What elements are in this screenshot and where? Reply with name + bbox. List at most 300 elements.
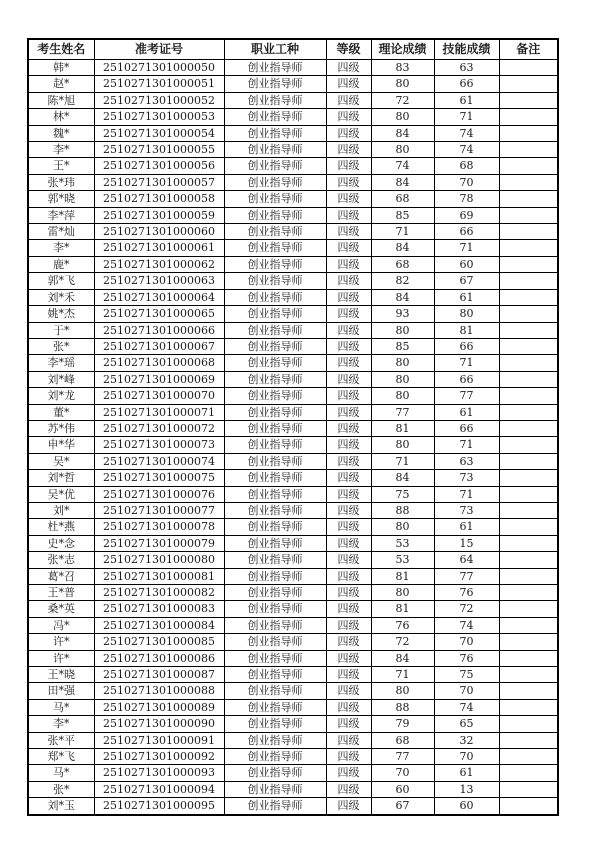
candidate-name-cell: 许* (28, 650, 94, 666)
level-cell: 四级 (326, 174, 371, 190)
remarks-cell (499, 158, 558, 174)
table-row (28, 338, 558, 354)
header-remarks: 备注 (499, 39, 558, 60)
candidate-name-cell: 申*华 (28, 437, 94, 453)
theory-score-cell: 80 (371, 355, 434, 371)
level-cell: 四级 (326, 683, 371, 699)
level-cell: 四级 (326, 699, 371, 715)
candidate-name-cell: 李* (28, 142, 94, 158)
ticket-number-cell: 2510271301000064 (94, 289, 224, 305)
level-cell: 四级 (326, 585, 371, 601)
ticket-number-cell: 2510271301000082 (94, 585, 224, 601)
remarks-cell (499, 535, 558, 551)
table-row (28, 142, 558, 158)
table-row (28, 798, 558, 815)
theory-score-cell: 80 (371, 437, 434, 453)
table-row (28, 453, 558, 469)
ticket-number-cell: 2510271301000055 (94, 142, 224, 158)
table-row (28, 240, 558, 256)
remarks-cell (499, 667, 558, 683)
level-cell: 四级 (326, 552, 371, 568)
remarks-cell (499, 453, 558, 469)
candidate-name-cell: 鹿* (28, 256, 94, 272)
occupation-cell: 创业指导师 (224, 388, 326, 404)
skill-score-cell: 32 (434, 732, 499, 748)
remarks-cell (499, 224, 558, 240)
skill-score-cell: 70 (434, 634, 499, 650)
ticket-number-cell: 2510271301000050 (94, 60, 224, 76)
table-row (28, 683, 558, 699)
occupation-cell: 创业指导师 (224, 585, 326, 601)
theory-score-cell: 93 (371, 306, 434, 322)
table-row (28, 420, 558, 436)
theory-score-cell: 72 (371, 634, 434, 650)
theory-score-cell: 85 (371, 207, 434, 223)
candidate-name-cell: 许* (28, 634, 94, 650)
skill-score-cell: 74 (434, 142, 499, 158)
remarks-cell (499, 519, 558, 535)
table-row (28, 716, 558, 732)
occupation-cell: 创业指导师 (224, 732, 326, 748)
occupation-cell: 创业指导师 (224, 109, 326, 125)
candidate-name-cell: 马* (28, 765, 94, 781)
skill-score-cell: 66 (434, 224, 499, 240)
table-row (28, 552, 558, 568)
remarks-cell (499, 92, 558, 108)
ticket-number-cell: 2510271301000061 (94, 240, 224, 256)
candidate-name-cell: 张*平 (28, 732, 94, 748)
candidate-name-cell: 张* (28, 338, 94, 354)
occupation-cell: 创业指导师 (224, 224, 326, 240)
remarks-cell (499, 502, 558, 518)
table-row (28, 174, 558, 190)
candidate-name-cell: 韩* (28, 60, 94, 76)
skill-score-cell: 71 (434, 355, 499, 371)
occupation-cell: 创业指导师 (224, 92, 326, 108)
remarks-cell (499, 420, 558, 436)
ticket-number-cell: 2510271301000069 (94, 371, 224, 387)
remarks-cell (499, 306, 558, 322)
level-cell: 四级 (326, 109, 371, 125)
occupation-cell: 创业指导师 (224, 749, 326, 765)
table-row (28, 781, 558, 797)
theory-score-cell: 71 (371, 224, 434, 240)
remarks-cell (499, 699, 558, 715)
skill-score-cell: 70 (434, 683, 499, 699)
remarks-cell (499, 355, 558, 371)
remarks-cell (499, 437, 558, 453)
theory-score-cell: 75 (371, 486, 434, 502)
level-cell: 四级 (326, 798, 371, 815)
table-row (28, 125, 558, 141)
remarks-cell (499, 109, 558, 125)
remarks-cell (499, 191, 558, 207)
header-level: 等级 (326, 39, 371, 60)
remarks-cell (499, 388, 558, 404)
skill-score-cell: 15 (434, 535, 499, 551)
table-row (28, 306, 558, 322)
table-row (28, 355, 558, 371)
candidate-name-cell: 王*普 (28, 585, 94, 601)
candidate-name-cell: 张* (28, 781, 94, 797)
ticket-number-cell: 2510271301000083 (94, 601, 224, 617)
theory-score-cell: 80 (371, 388, 434, 404)
candidate-name-cell: 雷*灿 (28, 224, 94, 240)
candidate-name-cell: 李*萍 (28, 207, 94, 223)
level-cell: 四级 (326, 207, 371, 223)
remarks-cell (499, 322, 558, 338)
table-row (28, 388, 558, 404)
candidate-name-cell: 刘*禾 (28, 289, 94, 305)
ticket-number-cell: 2510271301000093 (94, 765, 224, 781)
ticket-number-cell: 2510271301000087 (94, 667, 224, 683)
level-cell: 四级 (326, 289, 371, 305)
ticket-number-cell: 2510271301000053 (94, 109, 224, 125)
ticket-number-cell: 2510271301000094 (94, 781, 224, 797)
table-row (28, 470, 558, 486)
candidate-name-cell: 郭*飞 (28, 273, 94, 289)
skill-score-cell: 63 (434, 453, 499, 469)
ticket-number-cell: 2510271301000072 (94, 420, 224, 436)
skill-score-cell: 66 (434, 420, 499, 436)
level-cell: 四级 (326, 437, 371, 453)
level-cell: 四级 (326, 355, 371, 371)
skill-score-cell: 80 (434, 306, 499, 322)
remarks-cell (499, 617, 558, 633)
occupation-cell: 创业指导师 (224, 289, 326, 305)
occupation-cell: 创业指导师 (224, 798, 326, 815)
remarks-cell (499, 76, 558, 92)
table-row (28, 437, 558, 453)
remarks-cell (499, 601, 558, 617)
candidate-name-cell: 张*志 (28, 552, 94, 568)
table-row (28, 486, 558, 502)
theory-score-cell: 68 (371, 256, 434, 272)
table-row (28, 371, 558, 387)
skill-score-cell: 71 (434, 240, 499, 256)
candidate-name-cell: 桑*英 (28, 601, 94, 617)
theory-score-cell: 68 (371, 732, 434, 748)
theory-score-cell: 80 (371, 683, 434, 699)
level-cell: 四级 (326, 224, 371, 240)
candidate-name-cell: 吴* (28, 453, 94, 469)
skill-score-cell: 75 (434, 667, 499, 683)
level-cell: 四级 (326, 749, 371, 765)
occupation-cell: 创业指导师 (224, 470, 326, 486)
occupation-cell: 创业指导师 (224, 76, 326, 92)
table-row (28, 502, 558, 518)
theory-score-cell: 84 (371, 174, 434, 190)
occupation-cell: 创业指导师 (224, 60, 326, 76)
candidate-name-cell: 田*强 (28, 683, 94, 699)
theory-score-cell: 80 (371, 142, 434, 158)
candidate-name-cell: 刘*峰 (28, 371, 94, 387)
table-row (28, 207, 558, 223)
remarks-cell (499, 749, 558, 765)
level-cell: 四级 (326, 453, 371, 469)
occupation-cell: 创业指导师 (224, 273, 326, 289)
occupation-cell: 创业指导师 (224, 683, 326, 699)
skill-score-cell: 76 (434, 650, 499, 666)
remarks-cell (499, 404, 558, 420)
occupation-cell: 创业指导师 (224, 716, 326, 732)
header-candidate-name: 考生姓名 (28, 39, 94, 60)
remarks-cell (499, 732, 558, 748)
level-cell: 四级 (326, 732, 371, 748)
remarks-cell (499, 486, 558, 502)
table-row (28, 568, 558, 584)
table-row (28, 585, 558, 601)
ticket-number-cell: 2510271301000054 (94, 125, 224, 141)
table-row (28, 273, 558, 289)
occupation-cell: 创业指导师 (224, 486, 326, 502)
level-cell: 四级 (326, 240, 371, 256)
level-cell: 四级 (326, 273, 371, 289)
remarks-cell (499, 240, 558, 256)
candidate-name-cell: 董* (28, 404, 94, 420)
ticket-number-cell: 2510271301000095 (94, 798, 224, 815)
candidate-name-cell: 杜*燕 (28, 519, 94, 535)
theory-score-cell: 76 (371, 617, 434, 633)
theory-score-cell: 74 (371, 158, 434, 174)
remarks-cell (499, 338, 558, 354)
remarks-cell (499, 470, 558, 486)
occupation-cell: 创业指导师 (224, 667, 326, 683)
occupation-cell: 创业指导师 (224, 371, 326, 387)
remarks-cell (499, 650, 558, 666)
theory-score-cell: 60 (371, 781, 434, 797)
ticket-number-cell: 2510271301000085 (94, 634, 224, 650)
ticket-number-cell: 2510271301000059 (94, 207, 224, 223)
occupation-cell: 创业指导师 (224, 322, 326, 338)
results-table-body (28, 60, 558, 815)
theory-score-cell: 71 (371, 667, 434, 683)
table-row (28, 535, 558, 551)
skill-score-cell: 63 (434, 60, 499, 76)
table-row (28, 617, 558, 633)
skill-score-cell: 72 (434, 601, 499, 617)
table-row (28, 92, 558, 108)
remarks-cell (499, 174, 558, 190)
skill-score-cell: 60 (434, 798, 499, 815)
remarks-cell (499, 273, 558, 289)
table-row (28, 322, 558, 338)
candidate-name-cell: 魏* (28, 125, 94, 141)
skill-score-cell: 60 (434, 256, 499, 272)
header-row (28, 39, 558, 60)
skill-score-cell: 66 (434, 371, 499, 387)
ticket-number-cell: 2510271301000092 (94, 749, 224, 765)
ticket-number-cell: 2510271301000074 (94, 453, 224, 469)
ticket-number-cell: 2510271301000058 (94, 191, 224, 207)
candidate-name-cell: 郭*晓 (28, 191, 94, 207)
skill-score-cell: 66 (434, 338, 499, 354)
ticket-number-cell: 2510271301000073 (94, 437, 224, 453)
skill-score-cell: 61 (434, 404, 499, 420)
remarks-cell (499, 289, 558, 305)
level-cell: 四级 (326, 634, 371, 650)
theory-score-cell: 81 (371, 420, 434, 436)
level-cell: 四级 (326, 125, 371, 141)
occupation-cell: 创业指导师 (224, 552, 326, 568)
remarks-cell (499, 683, 558, 699)
ticket-number-cell: 2510271301000063 (94, 273, 224, 289)
occupation-cell: 创业指导师 (224, 453, 326, 469)
occupation-cell: 创业指导师 (224, 207, 326, 223)
occupation-cell: 创业指导师 (224, 125, 326, 141)
candidate-name-cell: 姚*杰 (28, 306, 94, 322)
skill-score-cell: 74 (434, 617, 499, 633)
occupation-cell: 创业指导师 (224, 404, 326, 420)
skill-score-cell: 61 (434, 765, 499, 781)
skill-score-cell: 71 (434, 109, 499, 125)
theory-score-cell: 80 (371, 585, 434, 601)
candidate-name-cell: 刘* (28, 502, 94, 518)
candidate-name-cell: 葛*召 (28, 568, 94, 584)
occupation-cell: 创业指导师 (224, 535, 326, 551)
level-cell: 四级 (326, 486, 371, 502)
header-skill-score: 技能成绩 (434, 39, 499, 60)
remarks-cell (499, 60, 558, 76)
table-row (28, 224, 558, 240)
level-cell: 四级 (326, 650, 371, 666)
skill-score-cell: 69 (434, 207, 499, 223)
candidate-name-cell: 于* (28, 322, 94, 338)
theory-score-cell: 80 (371, 322, 434, 338)
candidate-name-cell: 苏*伟 (28, 420, 94, 436)
remarks-cell (499, 716, 558, 732)
level-cell: 四级 (326, 256, 371, 272)
remarks-cell (499, 142, 558, 158)
occupation-cell: 创业指导师 (224, 306, 326, 322)
skill-score-cell: 78 (434, 191, 499, 207)
occupation-cell: 创业指导师 (224, 420, 326, 436)
ticket-number-cell: 2510271301000078 (94, 519, 224, 535)
skill-score-cell: 70 (434, 174, 499, 190)
candidate-name-cell: 吴*优 (28, 486, 94, 502)
theory-score-cell: 70 (371, 765, 434, 781)
table-row (28, 256, 558, 272)
candidate-name-cell: 刘*哲 (28, 470, 94, 486)
theory-score-cell: 88 (371, 502, 434, 518)
table-row (28, 732, 558, 748)
remarks-cell (499, 125, 558, 141)
theory-score-cell: 79 (371, 716, 434, 732)
table-row (28, 601, 558, 617)
level-cell: 四级 (326, 322, 371, 338)
skill-score-cell: 65 (434, 716, 499, 732)
candidate-name-cell: 李* (28, 716, 94, 732)
occupation-cell: 创业指导师 (224, 437, 326, 453)
table-row (28, 699, 558, 715)
level-cell: 四级 (326, 781, 371, 797)
ticket-number-cell: 2510271301000084 (94, 617, 224, 633)
ticket-number-cell: 2510271301000080 (94, 552, 224, 568)
theory-score-cell: 80 (371, 109, 434, 125)
occupation-cell: 创业指导师 (224, 355, 326, 371)
ticket-number-cell: 2510271301000056 (94, 158, 224, 174)
table-row (28, 158, 558, 174)
remarks-cell (499, 634, 558, 650)
skill-score-cell: 74 (434, 699, 499, 715)
candidate-name-cell: 冯* (28, 617, 94, 633)
level-cell: 四级 (326, 617, 371, 633)
ticket-number-cell: 2510271301000086 (94, 650, 224, 666)
candidate-name-cell: 马* (28, 699, 94, 715)
exam-results-table (27, 38, 559, 816)
ticket-number-cell: 2510271301000089 (94, 699, 224, 715)
ticket-number-cell: 2510271301000091 (94, 732, 224, 748)
remarks-cell (499, 568, 558, 584)
skill-score-cell: 70 (434, 749, 499, 765)
candidate-name-cell: 史*念 (28, 535, 94, 551)
table-row (28, 749, 558, 765)
occupation-cell: 创业指导师 (224, 650, 326, 666)
ticket-number-cell: 2510271301000051 (94, 76, 224, 92)
level-cell: 四级 (326, 470, 371, 486)
table-row (28, 191, 558, 207)
occupation-cell: 创业指导师 (224, 765, 326, 781)
skill-score-cell: 81 (434, 322, 499, 338)
remarks-cell (499, 798, 558, 815)
candidate-name-cell: 李* (28, 240, 94, 256)
skill-score-cell: 64 (434, 552, 499, 568)
occupation-cell: 创业指导师 (224, 699, 326, 715)
ticket-number-cell: 2510271301000071 (94, 404, 224, 420)
level-cell: 四级 (326, 142, 371, 158)
theory-score-cell: 83 (371, 60, 434, 76)
header-ticket-number: 准考证号 (94, 39, 224, 60)
theory-score-cell: 53 (371, 535, 434, 551)
theory-score-cell: 53 (371, 552, 434, 568)
ticket-number-cell: 2510271301000057 (94, 174, 224, 190)
table-row (28, 519, 558, 535)
candidate-name-cell: 陈*旭 (28, 92, 94, 108)
ticket-number-cell: 2510271301000075 (94, 470, 224, 486)
candidate-name-cell: 赵* (28, 76, 94, 92)
level-cell: 四级 (326, 76, 371, 92)
theory-score-cell: 80 (371, 76, 434, 92)
candidate-name-cell: 林* (28, 109, 94, 125)
table-row (28, 667, 558, 683)
table-row (28, 404, 558, 420)
ticket-number-cell: 2510271301000070 (94, 388, 224, 404)
occupation-cell: 创业指导师 (224, 568, 326, 584)
skill-score-cell: 68 (434, 158, 499, 174)
level-cell: 四级 (326, 535, 371, 551)
skill-score-cell: 61 (434, 519, 499, 535)
occupation-cell: 创业指导师 (224, 256, 326, 272)
occupation-cell: 创业指导师 (224, 519, 326, 535)
level-cell: 四级 (326, 765, 371, 781)
candidate-name-cell: 张*玮 (28, 174, 94, 190)
occupation-cell: 创业指导师 (224, 634, 326, 650)
candidate-name-cell: 王*晓 (28, 667, 94, 683)
ticket-number-cell: 2510271301000065 (94, 306, 224, 322)
remarks-cell (499, 256, 558, 272)
skill-score-cell: 73 (434, 470, 499, 486)
candidate-name-cell: 刘*龙 (28, 388, 94, 404)
table-row (28, 60, 558, 76)
level-cell: 四级 (326, 92, 371, 108)
theory-score-cell: 72 (371, 92, 434, 108)
level-cell: 四级 (326, 601, 371, 617)
theory-score-cell: 68 (371, 191, 434, 207)
theory-score-cell: 80 (371, 519, 434, 535)
ticket-number-cell: 2510271301000081 (94, 568, 224, 584)
candidate-name-cell: 李*瑶 (28, 355, 94, 371)
occupation-cell: 创业指导师 (224, 502, 326, 518)
